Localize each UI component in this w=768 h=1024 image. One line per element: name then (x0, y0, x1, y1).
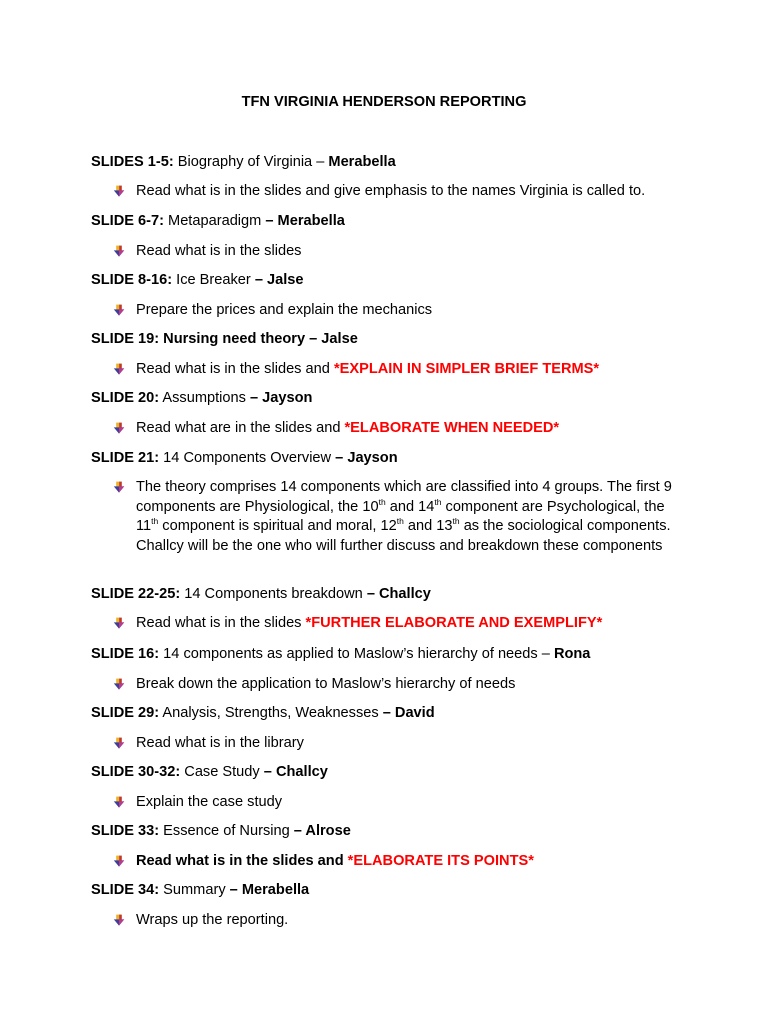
slide-heading (91, 272, 688, 289)
text-run: Break down the application to Maslow’s hierarchy of needs (136, 676, 516, 692)
text-run: Read what is in the library (136, 735, 304, 751)
arrow-down-bullet-icon (113, 855, 125, 867)
text-run: – Challcy (263, 764, 328, 780)
slide-heading (91, 646, 688, 663)
slide-heading (91, 390, 688, 407)
text-run: Read what is in the slides (136, 615, 306, 631)
text-run: Case Study (180, 764, 264, 780)
text-run: SLIDE 34: (91, 882, 160, 898)
text-run: SLIDE 20: (91, 390, 160, 406)
bullet-text (136, 478, 681, 556)
slide-heading (91, 586, 688, 603)
arrow-down-bullet-icon (113, 481, 125, 493)
slide-heading (91, 331, 688, 348)
arrow-down-bullet-icon (113, 363, 125, 375)
text-run: Read what is in the slides and give emphasis to the names Virginia is called to. (136, 183, 646, 199)
text-run: SLIDE 19: Nursing need theory – Jalse (91, 331, 358, 347)
text-run: Biography of Virginia – (173, 154, 329, 170)
arrow-down-bullet-icon (113, 617, 125, 629)
bullet-text (136, 675, 681, 695)
slide-heading (91, 882, 688, 899)
text-run: component are Psychological, the 11 (136, 498, 665, 534)
bullet-text (136, 793, 681, 813)
text-run: SLIDE 30-32: (91, 764, 181, 780)
slide-heading (91, 705, 688, 722)
superscript: th (396, 516, 404, 527)
text-run: Summary (159, 882, 230, 898)
bullet-text (136, 242, 681, 262)
arrow-down-bullet-icon (113, 914, 125, 926)
text-run: – Jayson (249, 390, 313, 406)
text-run: SLIDE 6-7: (91, 213, 164, 229)
bullet-text (136, 734, 681, 754)
superscript: th (151, 516, 159, 527)
text-run: SLIDE 29: (91, 705, 160, 721)
text-run: Read what is in the slides and (136, 853, 348, 869)
text-run: 14 components as applied to Maslow’s hierarchy of needs – (159, 646, 554, 662)
text-run: as the sociological components. Challcy will be the one who will further discuss and breakdown these components (136, 518, 671, 554)
text-run: – Alrose (293, 823, 351, 839)
emphasis-text: *FURTHER ELABORATE AND EXEMPLIFY* (305, 615, 603, 631)
text-run: Wraps up the reporting. (136, 912, 289, 928)
superscript: th (434, 496, 442, 507)
text-run: Merabella (328, 154, 396, 170)
arrow-down-bullet-icon (113, 245, 125, 257)
text-run: – Jayson (335, 450, 398, 466)
arrow-down-bullet-icon (113, 304, 125, 316)
text-run: Read what are in the slides and (136, 420, 345, 436)
bullet-text (136, 360, 681, 380)
text-run: Read what is in the slides (136, 243, 302, 259)
text-run: SLIDE 16: (91, 646, 160, 662)
emphasis-text: *ELABORATE ITS POINTS* (347, 853, 534, 869)
text-run: – Merabella (229, 882, 310, 898)
text-run: Metaparadigm (163, 213, 266, 229)
text-run: – David (382, 705, 435, 721)
text-run: and 14 (385, 498, 435, 515)
text-run: Read what is in the slides and (136, 361, 334, 377)
text-run: SLIDE 8-16: (91, 272, 173, 288)
text-run: – Challcy (366, 586, 431, 602)
text-run: The theory comprises 14 components which are classified into 4 groups. The first 9 components are Physiological, the 10 (136, 479, 672, 515)
text-run: 14 Components Overview (159, 450, 336, 466)
slide-heading (91, 823, 688, 840)
text-run: Rona (553, 646, 591, 662)
text-run: Ice Breaker (172, 272, 255, 288)
arrow-down-bullet-icon (113, 737, 125, 749)
text-run: Assumptions (159, 390, 250, 406)
text-run: component is spiritual and moral, 12 (158, 518, 397, 534)
text-run: SLIDE 22-25: (91, 586, 181, 602)
slide-heading (91, 213, 688, 230)
text-run: – Merabella (265, 213, 345, 229)
slide-heading (91, 154, 688, 171)
slide-heading (91, 764, 688, 781)
arrow-down-bullet-icon (113, 185, 125, 197)
text-run: SLIDES 1-5: (91, 154, 174, 170)
superscript: th (378, 496, 386, 507)
arrow-down-bullet-icon (113, 422, 125, 434)
superscript: th (452, 516, 460, 527)
bullet-text (136, 419, 681, 439)
text-run: 14 Components breakdown (180, 586, 367, 602)
bullet-text (136, 614, 681, 634)
page-title: TFN VIRGINIA HENDERSON REPORTING (241, 94, 527, 110)
bullet-text (136, 182, 681, 202)
bullet-text (136, 852, 681, 872)
text-run: Explain the case study (136, 794, 283, 810)
text-run: and 13 (403, 518, 453, 534)
arrow-down-bullet-icon (113, 796, 125, 808)
text-run: Prepare the prices and explain the mechanics (136, 302, 433, 318)
emphasis-text: *EXPLAIN IN SIMPLER BRIEF TERMS* (333, 361, 600, 377)
bullet-text (136, 301, 681, 321)
emphasis-text: *ELABORATE WHEN NEEDED* (344, 420, 560, 436)
text-run: SLIDE 33: (91, 823, 160, 839)
text-run: Analysis, Strengths, Weaknesses (159, 705, 383, 721)
bullet-text (136, 911, 681, 931)
slide-heading (91, 450, 688, 467)
text-run: Essence of Nursing (159, 823, 294, 839)
text-run: SLIDE 21: (91, 450, 160, 466)
text-run: – Jalse (254, 272, 304, 288)
arrow-down-bullet-icon (113, 678, 125, 690)
